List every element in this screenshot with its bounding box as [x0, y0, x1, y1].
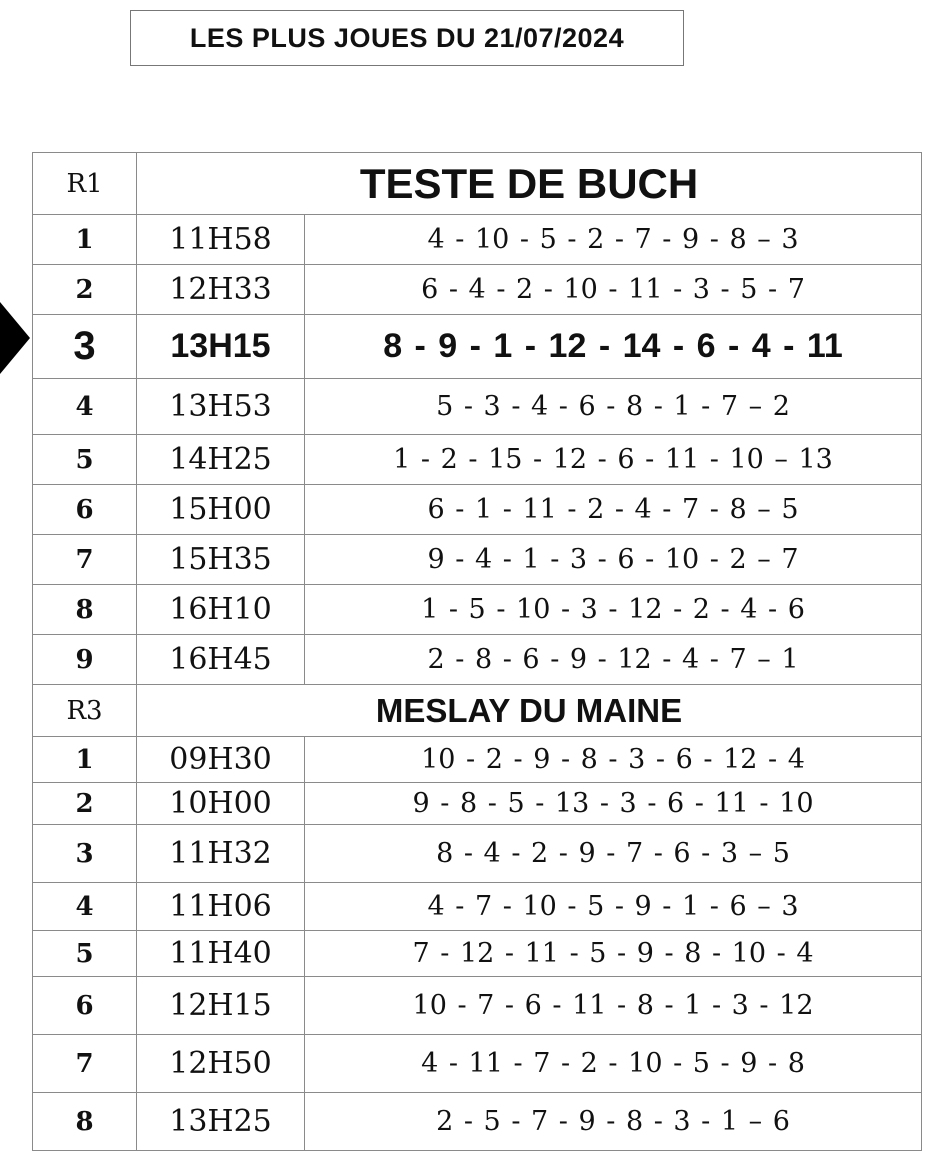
- race-time: 13H15: [137, 315, 305, 379]
- race-number: 8: [33, 585, 137, 635]
- race-number: 5: [33, 931, 137, 977]
- race-numbers: 2 - 5 - 7 - 9 - 8 - 3 - 1 – 6: [305, 1093, 922, 1151]
- section-header-row: [33, 153, 922, 215]
- race-numbers: 9 - 8 - 5 - 13 - 3 - 6 - 11 - 10: [305, 783, 922, 825]
- reunion-label: R3: [33, 685, 137, 737]
- race-number: 2: [33, 783, 137, 825]
- race-numbers: 4 - 11 - 7 - 2 - 10 - 5 - 9 - 8: [305, 1035, 922, 1093]
- race-time: 11H58: [137, 215, 305, 265]
- race-number: 3: [33, 315, 137, 379]
- race-numbers: 5 - 3 - 4 - 6 - 8 - 1 - 7 – 2: [305, 379, 922, 435]
- race-numbers: 8 - 9 - 1 - 12 - 14 - 6 - 4 - 11: [305, 315, 922, 379]
- race-time: 14H25: [137, 435, 305, 485]
- race-number: 1: [33, 215, 137, 265]
- section-header-row: [33, 685, 922, 737]
- race-numbers: 9 - 4 - 1 - 3 - 6 - 10 - 2 – 7: [305, 535, 922, 585]
- race-numbers: 1 - 2 - 15 - 12 - 6 - 11 - 10 – 13: [305, 435, 922, 485]
- race-numbers: 4 - 10 - 5 - 2 - 7 - 9 - 8 – 3: [305, 215, 922, 265]
- race-numbers: 6 - 4 - 2 - 10 - 11 - 3 - 5 - 7: [305, 265, 922, 315]
- race-number: 1: [33, 737, 137, 783]
- table-row: [33, 379, 922, 435]
- table-row: [33, 977, 922, 1035]
- table-row: [33, 435, 922, 485]
- arrow-right-icon: [0, 302, 30, 374]
- race-time: 11H40: [137, 931, 305, 977]
- race-numbers: 6 - 1 - 11 - 2 - 4 - 7 - 8 – 5: [305, 485, 922, 535]
- race-number: 7: [33, 535, 137, 585]
- table-row: [33, 1093, 922, 1151]
- table-row: [33, 585, 922, 635]
- race-time: 13H53: [137, 379, 305, 435]
- race-numbers: 4 - 7 - 10 - 5 - 9 - 1 - 6 – 3: [305, 883, 922, 931]
- race-numbers: 2 - 8 - 6 - 9 - 12 - 4 - 7 – 1: [305, 635, 922, 685]
- race-number: 6: [33, 977, 137, 1035]
- race-time: 16H10: [137, 585, 305, 635]
- race-number: 4: [33, 379, 137, 435]
- table-row: [33, 825, 922, 883]
- race-numbers: 10 - 7 - 6 - 11 - 8 - 1 - 3 - 12: [305, 977, 922, 1035]
- race-number: 5: [33, 435, 137, 485]
- table-row: [33, 783, 922, 825]
- table-row: [33, 635, 922, 685]
- race-numbers: 10 - 2 - 9 - 8 - 3 - 6 - 12 - 4: [305, 737, 922, 783]
- table-row: [33, 535, 922, 585]
- table-row: [33, 883, 922, 931]
- race-time: 11H32: [137, 825, 305, 883]
- race-time: 12H50: [137, 1035, 305, 1093]
- race-time: 13H25: [137, 1093, 305, 1151]
- highlighted-row: [33, 315, 922, 379]
- race-number: 4: [33, 883, 137, 931]
- race-time: 09H30: [137, 737, 305, 783]
- race-number: 2: [33, 265, 137, 315]
- race-time: 12H15: [137, 977, 305, 1035]
- race-time: 16H45: [137, 635, 305, 685]
- table-row: [33, 485, 922, 535]
- race-number: 9: [33, 635, 137, 685]
- table-row: [33, 931, 922, 977]
- table-row: [33, 215, 922, 265]
- race-numbers: 8 - 4 - 2 - 9 - 7 - 6 - 3 – 5: [305, 825, 922, 883]
- page-title: LES PLUS JOUES DU 21/07/2024: [130, 10, 684, 66]
- reunion-label: R1: [33, 153, 137, 215]
- table-row: [33, 265, 922, 315]
- race-number: 6: [33, 485, 137, 535]
- venue-name: MESLAY DU MAINE: [137, 685, 922, 737]
- table-row: [33, 1035, 922, 1093]
- race-time: 10H00: [137, 783, 305, 825]
- table-row: [33, 737, 922, 783]
- race-number: 3: [33, 825, 137, 883]
- races-table: [32, 152, 922, 1151]
- race-time: 15H35: [137, 535, 305, 585]
- race-number: 8: [33, 1093, 137, 1151]
- race-time: 15H00: [137, 485, 305, 535]
- venue-name: TESTE DE BUCH: [137, 153, 922, 215]
- race-time: 11H06: [137, 883, 305, 931]
- race-numbers: 7 - 12 - 11 - 5 - 9 - 8 - 10 - 4: [305, 931, 922, 977]
- race-time: 12H33: [137, 265, 305, 315]
- race-numbers: 1 - 5 - 10 - 3 - 12 - 2 - 4 - 6: [305, 585, 922, 635]
- race-number: 7: [33, 1035, 137, 1093]
